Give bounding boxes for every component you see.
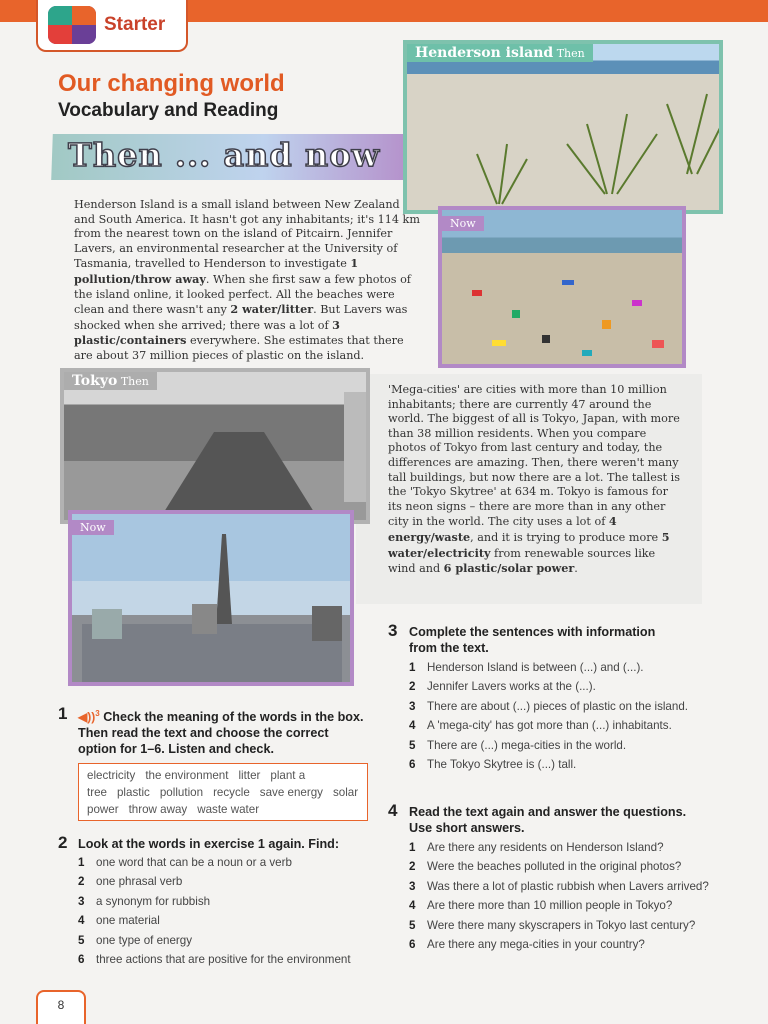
exercise-number: 1 xyxy=(58,704,68,723)
section-tab xyxy=(36,0,188,52)
item-number: 5 xyxy=(409,918,416,932)
item-text: one material xyxy=(96,914,160,928)
item-number: 1 xyxy=(409,661,416,674)
item-number: 6 xyxy=(409,758,416,772)
starter-logo-icon xyxy=(48,6,96,44)
exercise-1-instruction: ◀))$^3$ Check the meaning of the words in the box. Then read the text and choose the correct option for 1–6. Listen and check. xyxy=(78,709,364,757)
exercise-number: 4 xyxy=(388,801,398,820)
gap-2[interactable]: 2 water/litter xyxy=(230,302,314,317)
item-number: 1 xyxy=(78,856,85,869)
list-item xyxy=(78,872,378,891)
list-item xyxy=(409,838,709,857)
word-box-word: pollution xyxy=(159,786,204,799)
exercise-2-instruction: Look at the words in exercise 1 again. Find: xyxy=(78,837,340,851)
item-number: 2 xyxy=(78,875,85,889)
grass-icon xyxy=(407,44,723,214)
item-text: There are about (...) pieces of plastic on the island. xyxy=(427,699,689,713)
item-text: The Tokyo Skytree is (...) tall. xyxy=(427,758,577,772)
street-icon xyxy=(64,372,370,524)
photo-tokyo-now xyxy=(68,510,354,686)
word-box-word: recycle xyxy=(213,786,250,799)
item-number: 4 xyxy=(78,914,85,928)
item-number: 6 xyxy=(78,953,85,967)
item-text: Were the beaches polluted in the original photos? xyxy=(427,860,682,874)
item-number: 2 xyxy=(409,680,416,694)
gap-3[interactable]: 3 plastic/containers xyxy=(74,317,340,348)
item-text: Were there many skyscrapers in Tokyo last century? xyxy=(427,918,696,932)
unit-subtitle: Vocabulary and Reading xyxy=(58,100,279,121)
gap-6[interactable]: 6 plastic/solar power xyxy=(443,561,575,576)
item-number: 1 xyxy=(409,841,416,854)
exercise-4-instruction: Read the text again and answer the questions. Use short answers. xyxy=(409,805,687,835)
item-text: Was there a lot of plastic rubbish when Lavers arrived? xyxy=(427,879,709,893)
word-box-word: litter xyxy=(238,769,261,782)
list-item xyxy=(78,911,378,930)
exercise-4-list xyxy=(409,838,709,954)
plastic-litter-icon xyxy=(442,210,686,368)
list-item xyxy=(409,677,699,696)
audio-speaker-icon[interactable]: ◀)) xyxy=(78,710,96,725)
item-number: 3 xyxy=(409,879,416,893)
exercise-3-instruction: Complete the sentences with information from the text. xyxy=(409,625,656,655)
section-label: Starter xyxy=(104,14,166,35)
word-box xyxy=(78,763,368,821)
item-number: 5 xyxy=(78,933,85,947)
photo-label: Tokyo Then xyxy=(64,372,157,390)
item-number: 5 xyxy=(409,738,416,752)
list-item xyxy=(409,916,709,935)
exercise-3-list xyxy=(409,658,699,774)
unit-title: Our changing world xyxy=(58,70,285,97)
list-item xyxy=(409,755,699,774)
list-item xyxy=(409,857,709,876)
item-text: a synonym for rubbish xyxy=(96,894,211,908)
item-text: Are there any mega-cities in your country? xyxy=(427,938,645,952)
item-text: There are (...) mega-cities in the world. xyxy=(427,738,627,752)
word-box-word: plant a tree xyxy=(87,769,306,799)
list-item xyxy=(409,896,709,915)
list-item xyxy=(409,877,709,896)
gap-4[interactable]: 4 energy/waste xyxy=(388,514,617,544)
photo-tokyo-then xyxy=(60,368,370,524)
reading-paragraph-1: Henderson Island is a small island between New Zealand and South America. It hasn't got any inhabitants; it's 114 km from the nearest town on the island of Pitcairn. Jennifer Lavers, an environmental researcher at the University of Tasmania, travelled to Henderson to investigate 1 pollution/throw away. When she first saw a few photos of the island online, it looked perfect. All the beaches were clean and there wasn't any 2 water/litter. But Lavers was shocked when she arrived; there was a lot of 3 plastic/containers everywhere. She estimates that there are about 37 million pieces of plastic on the island. xyxy=(74,198,420,362)
word-box-word: the environment xyxy=(145,769,229,782)
photo-label: Now xyxy=(442,216,484,231)
word-box-word: solar power xyxy=(87,786,359,816)
item-number: 2 xyxy=(409,860,416,874)
item-text: one word that can be a noun or a verb xyxy=(96,856,292,869)
list-item xyxy=(409,736,699,755)
item-number: 4 xyxy=(409,719,416,733)
item-number: 3 xyxy=(78,894,85,908)
item-text: one phrasal verb xyxy=(96,875,183,889)
reading-title: Then ... and now xyxy=(68,136,381,174)
word-box-word: electricity xyxy=(87,769,136,782)
word-box-word: plastic xyxy=(116,786,150,799)
list-item xyxy=(409,697,699,716)
item-number: 4 xyxy=(409,899,416,913)
exercise-2-list xyxy=(78,853,378,969)
item-text: one type of energy xyxy=(96,933,193,947)
photo-label: Henderson island Then xyxy=(407,44,593,62)
word-box-word: throw away xyxy=(128,803,188,816)
list-item xyxy=(78,950,378,969)
word-box-word: waste water xyxy=(197,803,260,816)
word-box-word: save energy xyxy=(259,786,323,799)
item-text: Henderson Island is between (...) and (...). xyxy=(427,661,644,674)
photo-henderson-now xyxy=(438,206,686,368)
item-number: 3 xyxy=(409,699,416,713)
reading-paragraph-2: 'Mega-cities' are cities with more than 10 million inhabitants; there are currently 47 around the world. The biggest of all is Tokyo, Japan, with more than 38 million residents. When you compare photos of Tokyo from last century and today, the differences are amazing. Then, there weren't many tall buildings, but now there are a lot. The tallest is the 'Tokyo Skytree' at 634 m. Tokyo is famous for its neon signs – there are more than in any other city in the world. The city uses a lot of 4 energy/waste, and it is trying to produce more 5 water/electricity from renewable sources like wind and 6 plastic/solar power. xyxy=(388,383,680,576)
page-number: 8 xyxy=(36,990,86,1024)
item-text: A 'mega-city' has got more than (...) inhabitants. xyxy=(427,719,672,733)
exercise-number: 2 xyxy=(58,833,68,852)
gap-5[interactable]: 5 water/electricity xyxy=(388,529,670,560)
item-number: 6 xyxy=(409,938,416,952)
list-item xyxy=(78,892,378,911)
exercise-number: 3 xyxy=(388,621,398,640)
list-item xyxy=(409,935,709,954)
item-text: Are there more than 10 million people in Tokyo? xyxy=(427,899,673,913)
list-item xyxy=(78,931,378,950)
list-item xyxy=(409,658,699,677)
photo-henderson-then xyxy=(403,40,723,214)
gap-1[interactable]: 1 pollution/throw away xyxy=(74,256,359,286)
item-text: Jennifer Lavers works at the (...). xyxy=(427,680,596,694)
list-item xyxy=(78,853,378,872)
item-text: three actions that are positive for the environment xyxy=(96,953,351,967)
photo-label: Now xyxy=(72,520,114,535)
list-item xyxy=(409,716,699,735)
item-text: Are there any residents on Henderson Island? xyxy=(427,841,664,854)
skytree-icon xyxy=(72,514,354,686)
